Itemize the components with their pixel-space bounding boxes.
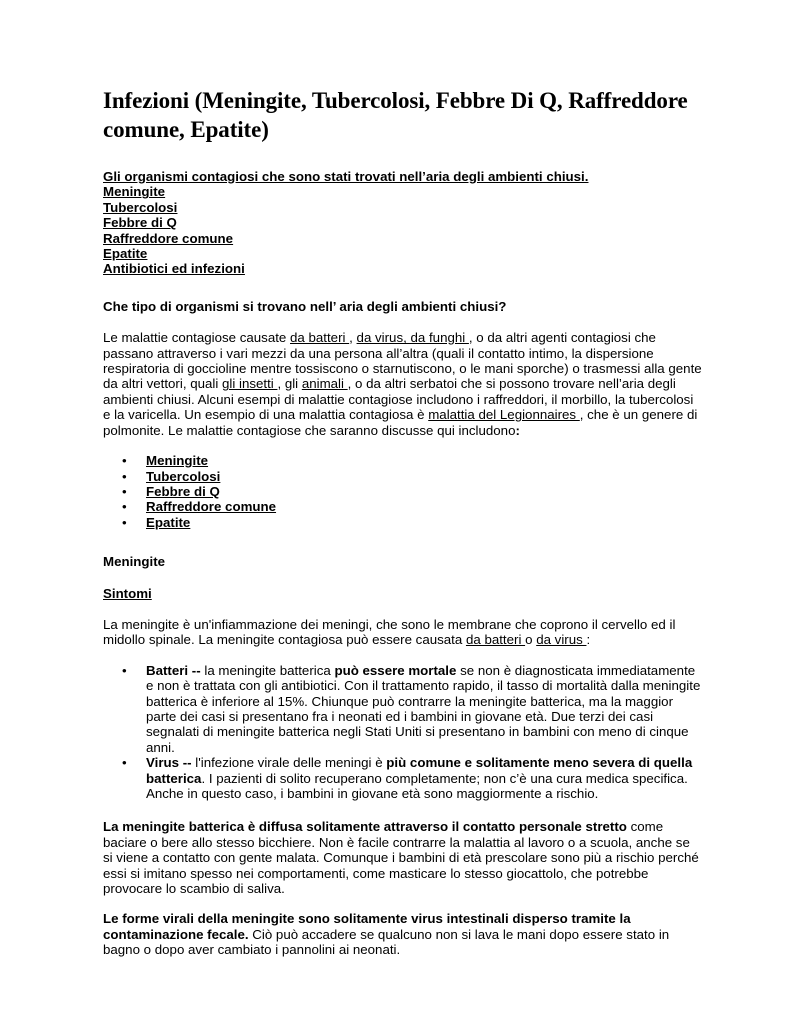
paragraph-contatto [103, 819, 703, 896]
list-item [146, 453, 703, 468]
section-heading-meningite: Meningite [103, 554, 166, 570]
link-batteri[interactable]: da batteri [290, 330, 350, 346]
toc-item-epatite[interactable] [103, 246, 703, 261]
list-item [146, 469, 703, 484]
meningite-type-list [103, 663, 703, 802]
toc-link[interactable]: Febbre di Q [103, 215, 177, 231]
toc-item-meningite[interactable] [103, 184, 703, 199]
section-question-heading: Che tipo di organismi si trovano nell’ aria degli ambienti chiusi? [103, 298, 507, 314]
list-item-virus [146, 755, 703, 801]
text: La meningite batterica è diffusa solitamente attraverso il contatto personale stretto [103, 819, 627, 835]
link-virus[interactable]: da virus [536, 632, 587, 648]
text: l'infezione virale delle meningi è [191, 755, 387, 771]
toc-link[interactable]: Meningite [103, 184, 166, 200]
document-page [103, 86, 703, 973]
link-insetti[interactable]: gli insetti [222, 376, 278, 392]
text: . I pazienti di solito recuperano completamente; non c’è una cura medica specifica. Anche in questo caso, i bambini in giovane età sono maggiormente a rischio. [146, 770, 688, 801]
link-febbre-q[interactable]: Febbre di Q [146, 483, 220, 499]
list-item [146, 515, 703, 530]
toc-item-febbre-q[interactable] [103, 215, 703, 230]
table-of-contents [103, 169, 703, 277]
text: : [586, 632, 591, 648]
text: , [349, 330, 357, 346]
text: La meningite è un'infiammazione dei meningi, che sono le membrane che coprono il cervello ed il midollo spinale. La meningite contagiosa può essere causata [103, 616, 676, 648]
toc-item-tubercolosi[interactable] [103, 200, 703, 215]
text: , che è un genere di polmonite. Le malattie contagiose che saranno discusse qui includono [103, 407, 698, 438]
toc-item-raffreddore[interactable] [103, 231, 703, 246]
text: come baciare o bere allo stesso bicchiere. Non è facile contrarre la malattia al lavoro o a scuola, anche se si viene a contatto con gente malata. Comunque i bambini di età prescolare sono più a rischio perché essi si imitano spesso nei comportamenti, come masticare lo stesso giocattolo, che potrebbe provocare lo scambio di saliva. [103, 819, 699, 897]
subheading-sintomi: Sintomi [103, 585, 152, 601]
disease-link-list [103, 453, 703, 530]
list-item-batteri [146, 663, 703, 755]
paragraph-forme-virali [103, 911, 703, 957]
link-epatite[interactable]: Epatite [146, 514, 191, 530]
link-tubercolosi[interactable]: Tubercolosi [146, 468, 221, 484]
text: Ciò può accadere se qualcuno non si lava le mani dopo essere stato in bagno o dopo aver cambiato i pannolini ai neonati. [103, 926, 670, 958]
list-item [146, 499, 703, 514]
text: se non è diagnosticata immediatamente e non è trattata con gli antibiotici. Con il trattamento rapido, il tasso di mortalità dalla meningite batterica è inferiore al 15%. Chiunque può contrarre la meningite batterica, ma la maggior parte dei casi si presentano fra i neonati ed i bambini in giovane età. Due terzi dei casi segnalati di meningite batterica negli Stati Uniti si presentano in bambini con meno di cinque anni. [146, 662, 701, 755]
text: Virus -- [146, 755, 192, 771]
link-legionnaires[interactable]: malattia del Legionnaires [428, 407, 580, 423]
link-virus-funghi[interactable]: da virus, da funghi [356, 330, 469, 346]
list-item [146, 484, 703, 499]
text: la meningite batterica [200, 662, 335, 678]
toc-item-antibiotici[interactable] [103, 261, 703, 276]
link-meningite[interactable]: Meningite [146, 453, 209, 469]
toc-item-organismi[interactable] [103, 169, 703, 184]
text: più comune e solitamente meno severa di quella batterica [146, 755, 693, 786]
text: , gli [277, 376, 302, 392]
toc-link[interactable]: Epatite [103, 246, 148, 262]
text: può essere mortale [334, 662, 457, 678]
text: Le malattie contagiose causate [103, 330, 291, 346]
link-raffreddore[interactable]: Raffreddore comune [146, 499, 277, 515]
text: Batteri -- [146, 662, 201, 678]
meningite-intro-paragraph [103, 617, 703, 648]
toc-link[interactable]: Raffreddore comune [103, 230, 234, 246]
toc-link[interactable]: Gli organismi contagiosi che sono stati trovati nell’aria degli ambienti chiusi. [103, 169, 589, 184]
link-batteri[interactable]: da batteri [465, 632, 526, 648]
text: , o da altri agenti contagiosi che passano attraverso i vari mezzi da una persona all’altra (quali il contatto intimo, la dispersione respiratoria di goccioline mentre tossiscono o starnutiscono, o le mani sporche) o trasmessi alla gente da altri vettori, quali [103, 330, 702, 392]
text: : [515, 422, 520, 438]
intro-paragraph [103, 330, 703, 438]
toc-link[interactable]: Antibiotici ed infezioni [103, 261, 245, 277]
text: o [525, 632, 537, 648]
page-title: Infezioni (Meningite, Tubercolosi, Febbre Di Q, Raffreddore comune, Epatite) [103, 88, 688, 142]
link-animali[interactable]: animali [301, 376, 348, 392]
toc-link[interactable]: Tubercolosi [103, 199, 178, 215]
text: , o da altri serbatoi che si possono trovare nell’aria degli ambienti chiusi. Alcuni esempi di malattie contagiose includono i raffreddori, il morbillo, la tubercolosi e la varicella. Un esempio di una malattia contagiosa è [103, 376, 694, 423]
text: Le forme virali della meningite sono solitamente virus intestinali disperso tramite la contaminazione fecale. [103, 911, 631, 942]
